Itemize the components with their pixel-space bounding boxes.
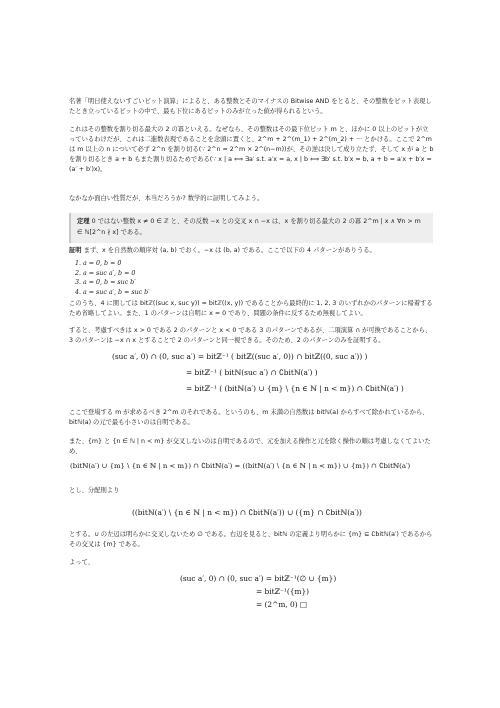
commutativity-paragraph: また、{m} と {n ∈ ℕ | n < m} が交叉しないのは自明であるので、元を加える操作と元を除く操作の順は考慮しなくてよいため、 (69, 438, 431, 455)
case-item: 4. a = suc a′, b = suc b′ (75, 288, 150, 296)
equation-line: = bitℤ⁻¹ ( bitℕ(suc a′) ∩ ∁bitℕ(a′) ) (186, 368, 318, 377)
equation-line: (suc a′, 0) ∩ (0, suc a′) = bitℤ⁻¹ ( bitℤ((suc a′, 0)) ∩ bitℤ((0, suc a′)) ) (112, 352, 368, 361)
proof-text: まず、x を自然数の順序対 (a, b) でおく。−x は (b, a) である。ここで以下の 4 パターンがありうる。 (83, 247, 376, 254)
theorem-label: 定理 (77, 218, 90, 225)
symmetry-paragraph: すると、考慮すべきは x > 0 である 2 のパターンと x < 0 である 3 のパターンであるが、二項演算 ∩ が可換であることから、3 のパターンは −x ∩ x とすることで 2 のパターンと同一視できる。そのため、2 のパターンのみを証明する。 (69, 327, 432, 344)
case-item: 1. a = 0, b = 0 (75, 260, 122, 267)
minimum-paragraph: ここで登場する m が求めるべき 2^m のそれである。というのも、m 未満の自然数は bitℕ(a) からすべて除かれているから、bitℕ(a) の元で最も小さいのは自明である。 (69, 409, 429, 426)
theorem-box (69, 213, 433, 243)
theorem-text: 0 ではない整数 x ≠ 0 ∈ ℤ と、その反数 −x との交叉 x ∩ −x は、x を割り切る最大の 2 の冪 2^m | x ∧ ∀n > m ∈ ℕ[2^n ∤ x] である。 (77, 218, 421, 236)
conclusion-lead: よって、 (69, 559, 95, 566)
equation-line: (suc a′, 0) ∩ (0, suc a′) = bitℤ⁻¹(∅ ∪ {m}) (180, 574, 337, 583)
intersection-paragraph: とする。∪ の左辺は明らかに交叉しないため ∅ である。右辺を見ると、bitℕ の定義より明らかに {m} ⊆ ∁bitℕ(a′) であるからその交叉は {m} である。 (69, 531, 433, 548)
equation-line: = (2^m, 0) □ (256, 600, 307, 609)
case-item: 3. a = 0, b = suc b′ (75, 279, 136, 287)
proof-paragraph (69, 246, 434, 256)
reduction-paragraph: このうち、4 に関しては bitℤ((suc x, suc y)) = bitℤ((x, y)) であることから最終的に 1, 2, 3 のいずれかのパターンに帰着するため省略してよい。また、1 のパターンは自明に x = 0 であり、問題の条件に反するため無視してよい。 (69, 300, 433, 317)
explanation-paragraph: これはその整数を割り切る最大の 2 の冪といえる。なぜなら、その整数はその最下位ビット m と、ほかに 0 以上のビットが立っているわけだが、これは二進数表現であることを念頭に置くと、2^m + 2^(m_1) + 2^(m_2) + ··· とかける。ここで 2^m は m 以上の n について必ず 2^n を割り切る(∵ 2^n = 2^m × 2^(n−m))が、その逆は決して成り立たず、そして x が a と b を割り切るとき a + b もまた割り切るためである(∵ x | a ⟺ ∃a′ s.t. a′x = a, x | b ⟺ ∃b′ s.t. b′x = b, a + b = a′x + b′x = (a′ + b′)x)。 (69, 126, 434, 173)
equation-line: = bitℤ⁻¹ ( (bitℕ(a′) ∪ {m} \ {n ∈ ℕ | n < m}) ∩ ∁bitℕ(a′) ) (186, 384, 404, 393)
equation-line: (bitℕ(a′) ∪ {m} \ {n ∈ ℕ | n < m}) ∩ ∁bitℕ(a′) = ((bitℕ(a′) \ {n ∈ ℕ | n < m}) ∪ {m}) ∩ ∁bitℕ(a′) (70, 462, 411, 470)
case-item: 2. a = suc a′, b = 0 (75, 269, 136, 277)
case-list (75, 259, 150, 297)
equation-line: = bitℤ⁻¹({m}) (256, 587, 310, 596)
intro-paragraph: 名著「明日使えないすごいビット演算」によると、ある整数とそのマイナスの Bitwise AND をとると、その整数をビット表現したとき立っているビットの中で、最も下位にあるビットのみが立った値が得られるという。 (69, 98, 432, 115)
transition-paragraph: なかなか面白い性質だが、本当だろうか? 数学的に証明してみよう。 (69, 195, 264, 202)
distributive-paragraph: とし、分配則より (69, 487, 120, 494)
proof-label: 証明 (69, 247, 82, 254)
equation-line: ((bitℕ(a′) \ {n ∈ ℕ | n < m}) ∩ ∁bitℕ(a′)) ∪ ({m} ∩ ∁bitℕ(a′)) (132, 508, 362, 517)
